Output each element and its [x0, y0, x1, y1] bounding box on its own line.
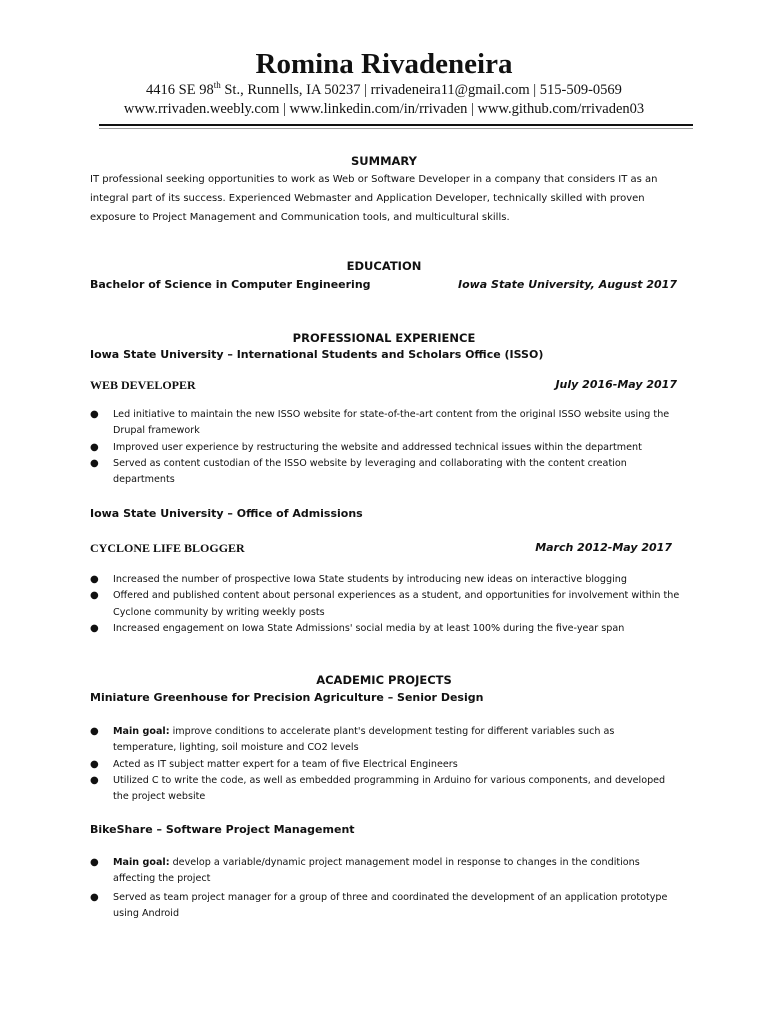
education-heading: EDUCATION	[346, 259, 422, 273]
goal-label: Main goal:	[113, 726, 170, 737]
job-bullets	[90, 572, 680, 637]
address-part: 4416 SE 98	[146, 82, 214, 98]
goal-text: improve conditions to accelerate plant's development testing for different variables such as temperature, lighting, soil moisture and CO2 levels	[113, 726, 615, 754]
bullet-text: Utilized C to write the code, as well as embedded programming in Arduino for various components, and developed the project website	[113, 774, 666, 803]
bullet-icon: ●	[90, 857, 99, 868]
list-item	[90, 773, 680, 806]
bullet-text: Increased the number of prospective Iowa State students by introducing new ideas on interactive blogging	[113, 574, 627, 585]
bullet-icon: ●	[90, 457, 99, 469]
summary-heading: SUMMARY	[351, 154, 417, 168]
goal-label: Main goal:	[113, 857, 170, 868]
contact-address-line	[0, 81, 768, 99]
bullet-text: Served as team project manager for a group of three and coordinated the development of an application prototype using Android	[113, 891, 668, 919]
bullet-text: Acted as IT subject matter expert for a team of five Electrical Engineers	[113, 758, 458, 770]
job-title: WEB DEVELOPER	[90, 378, 196, 392]
list-item	[90, 572, 680, 588]
address-superscript: th	[213, 80, 221, 91]
bullet-text: Led initiative to maintain the new ISSO website for state-of-the-art content from the original ISSO website using the Drupal framework	[113, 409, 670, 437]
bullet-text: Served as content custodian of the ISSO website by leveraging and collaborating with the content creation departments	[113, 457, 627, 486]
bullet-icon: ●	[90, 574, 99, 585]
list-item	[90, 724, 680, 757]
header-divider	[99, 124, 693, 126]
bullet-icon: ●	[90, 891, 99, 903]
education-row	[90, 278, 677, 294]
bullet-icon: ●	[90, 726, 99, 737]
school-and-date: Iowa State University, August 2017	[457, 278, 677, 291]
projects-heading: ACADEMIC PROJECTS	[316, 673, 452, 687]
contact-links-line: www.rrivaden.weebly.com | www.linkedin.com/in/rrivaden | www.github.com/rrivaden03	[123, 101, 645, 117]
experience-heading: PROFESSIONAL EXPERIENCE	[292, 331, 476, 345]
list-item	[90, 440, 680, 456]
bullet-icon: ●	[90, 622, 99, 634]
list-item	[90, 407, 680, 440]
job-bullets	[90, 407, 680, 488]
list-item	[90, 855, 680, 888]
bullet-text: Offered and published content about personal experiences as a student, and opportunities for involvement within the Cyclone community by writing weekly posts	[113, 590, 680, 618]
project-bullets	[90, 855, 680, 922]
bullet-icon: ●	[90, 409, 99, 420]
address-contact-part: St., Runnells, IA 50237 | rrivadeneira11@gmail.com | 515-509-0569	[220, 82, 622, 98]
bullet-icon: ●	[90, 590, 99, 602]
project-title: BikeShare – Software Project Management	[90, 823, 355, 836]
job-title-row	[90, 541, 677, 557]
job-org: Iowa State University – International Students and Scholars Office (ISSO)	[90, 348, 544, 361]
goal-text: develop a variable/dynamic project management model in response to changes in the conditions affecting the project	[113, 857, 640, 885]
bullet-icon: ●	[90, 441, 99, 453]
job-title: CYCLONE LIFE BLOGGER	[90, 541, 245, 555]
bullet-icon: ●	[90, 774, 99, 786]
job-dates: March 2012-May 2017	[535, 541, 672, 554]
project-bullets	[90, 724, 680, 805]
list-item	[90, 757, 680, 773]
list-item	[90, 456, 680, 489]
summary-text: IT professional seeking opportunities to work as Web or Software Developer in a company that considers IT as an integral part of its success. Experienced Webmaster and Application Developer, technically skilled with proven exposure to Project Management and Communication tools, and multicultural skills.	[90, 174, 658, 223]
bullet-text: Improved user experience by restructuring the website and addressed technical issues within the department	[113, 441, 642, 453]
job-dates: July 2016-May 2017	[555, 378, 677, 391]
resume-name: Romina Rivadeneira	[255, 48, 513, 80]
list-item	[90, 621, 680, 637]
list-item	[90, 588, 680, 621]
bullet-text: Increased engagement on Iowa State Admissions' social media by at least 100% during the five-year span	[113, 622, 625, 634]
job-org: Iowa State University – Office of Admissions	[90, 507, 363, 520]
job-title-row	[90, 378, 677, 394]
project-title: Miniature Greenhouse for Precision Agriculture – Senior Design	[90, 691, 484, 704]
list-item	[90, 890, 680, 923]
degree: Bachelor of Science in Computer Engineering	[90, 278, 371, 291]
bullet-icon: ●	[90, 758, 99, 770]
header-divider-thin	[99, 128, 693, 129]
